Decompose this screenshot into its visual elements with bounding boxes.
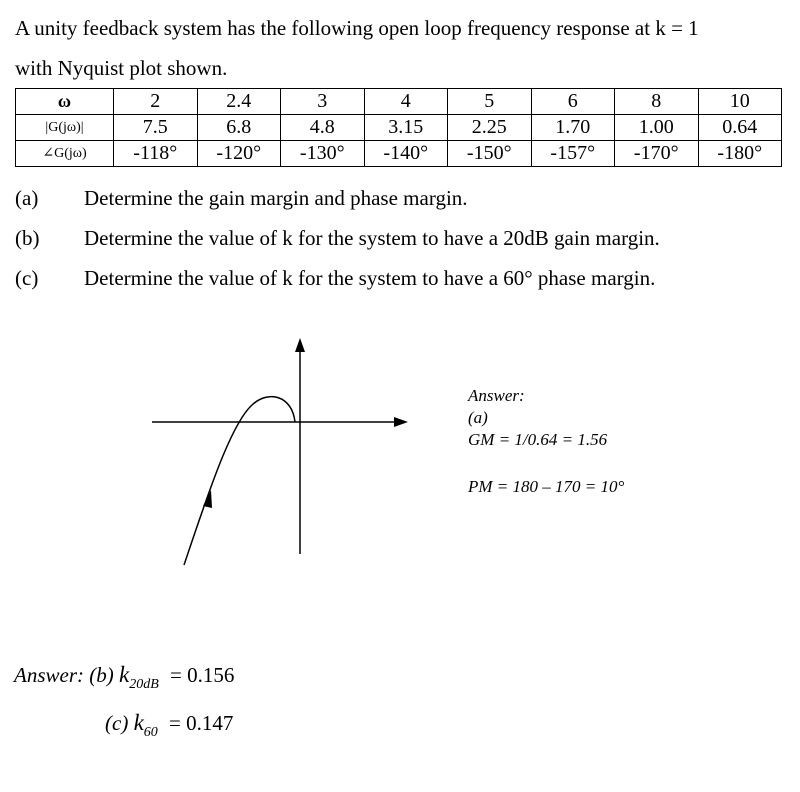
table-cell: -150° <box>448 141 532 167</box>
table-row-magnitude <box>16 115 782 141</box>
table-cell: 8 <box>615 89 699 115</box>
table-cell: 1.00 <box>615 115 699 141</box>
answer-prefix: (c) <box>105 711 129 735</box>
question-b <box>15 226 785 266</box>
answer-part-a <box>468 385 624 498</box>
question-list <box>15 186 785 306</box>
intro-line-2: with Nyquist plot shown. <box>15 56 228 80</box>
table-cell: 1.70 <box>531 115 615 141</box>
question-a <box>15 186 785 226</box>
table-cell: -170° <box>615 141 699 167</box>
question-text: Determine the value of k for the system to have a 60° phase margin. <box>84 266 656 290</box>
table-row-omega <box>16 89 782 115</box>
table-cell: 3.15 <box>364 115 448 141</box>
answer-part-c <box>105 710 234 740</box>
k-symbol: k <box>118 662 130 687</box>
table-cell: 3 <box>281 89 365 115</box>
question-c <box>15 266 785 306</box>
question-text: Determine the value of k for the system to have a 20dB gain margin. <box>84 226 660 250</box>
row-header-magnitude: |G(jω)| <box>16 115 114 141</box>
table-cell: -157° <box>531 141 615 167</box>
gain-margin-answer: GM = 1/0.64 = 1.56 <box>468 430 608 449</box>
imaginary-axis <box>295 338 305 554</box>
table-cell: 2.4 <box>197 89 281 115</box>
table-cell: 0.64 <box>698 115 782 141</box>
frequency-response-table <box>15 88 782 167</box>
table-cell: -118° <box>114 141 198 167</box>
table-cell: 2.25 <box>448 115 532 141</box>
question-text: Determine the gain margin and phase margin. <box>84 186 468 210</box>
table-cell: 4.8 <box>281 115 365 141</box>
problem-statement <box>15 8 785 88</box>
table-cell: -140° <box>364 141 448 167</box>
table-row-phase <box>16 141 782 167</box>
table-cell: 7.5 <box>114 115 198 141</box>
table-cell: 2 <box>114 89 198 115</box>
table-cell: 4 <box>364 89 448 115</box>
table-cell: 5 <box>448 89 532 115</box>
intro-line-1: A unity feedback system has the following open loop frequency response at k = 1 <box>15 16 699 40</box>
row-header-omega: ω <box>16 89 114 115</box>
direction-arrow <box>203 490 212 508</box>
real-axis <box>152 417 408 427</box>
table-cell: 6.8 <box>197 115 281 141</box>
table-cell: -180° <box>698 141 782 167</box>
question-label: (c) <box>15 266 39 290</box>
answer-prefix: Answer: (b) <box>14 663 114 687</box>
question-label: (b) <box>15 226 40 250</box>
k-value: = 0.147 <box>169 711 234 735</box>
table-cell: 10 <box>698 89 782 115</box>
nyquist-plot <box>140 330 420 570</box>
question-label: (a) <box>15 186 39 210</box>
answer-part-label: (a) <box>468 408 488 427</box>
table-cell: 6 <box>531 89 615 115</box>
row-header-phase: ∠G(jω) <box>16 141 114 167</box>
k-symbol: k <box>133 710 144 735</box>
k-subscript: 60 <box>143 725 158 740</box>
answer-part-b <box>14 662 235 692</box>
k-value: = 0.156 <box>170 663 235 687</box>
phase-margin-answer: PM = 180 – 170 = 10° <box>468 477 625 496</box>
table-cell: -130° <box>281 141 365 167</box>
k-subscript: 20dB <box>129 677 159 692</box>
answer-heading: Answer: <box>468 386 525 405</box>
table-cell: -120° <box>197 141 281 167</box>
